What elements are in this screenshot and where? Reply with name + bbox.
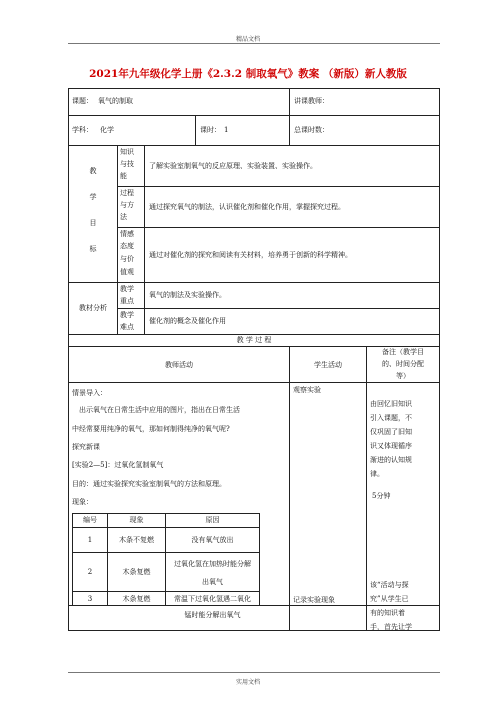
exp-no: 3 [87,595,93,603]
goal-label-line: 与技 [120,160,134,168]
exp-reason: 过氧化氢在加热时能分解 [174,560,251,568]
subject-value: 化学 [100,126,114,134]
exp-reason: 常温下过氧化氢遇二氧化 [174,595,251,603]
teacher-label: 讲课教师： [294,97,329,105]
hours-value: 1 [224,126,229,134]
teacher-text-line: 探究新课 [72,443,100,451]
notes-header-line: 的、时间分配 [382,360,424,368]
note-line: 由回忆旧知识 [370,400,412,408]
exp-header: 原因 [205,516,220,524]
difficulty-label-line: 教学 [120,311,134,319]
goal-label-line: 与方 [120,201,134,209]
goal-label-line: 能 [120,172,127,180]
student-activity-header: 学生活动 [314,361,342,369]
goal-label-line: 知识 [120,148,134,156]
exp-phenomenon: 木条不复燃 [119,536,154,544]
header-rule [68,43,440,44]
goal-label-line: 与价 [120,255,134,263]
process-heading: 教 学 过 程 [236,336,272,344]
subject-label: 学科： [72,126,93,134]
note-line: 究”从学生已 [370,595,409,603]
exp-phenomenon: 木条复燃 [122,568,151,576]
note-line: 手，首先让学 [370,623,412,631]
goal-label-line: 法 [120,213,127,221]
total-hours-label: 总课时数： [294,126,329,134]
student-record: 记录实验现象 [293,596,335,604]
goal-label-line: 值观 [120,268,134,276]
exp-reason: 出氧气 [202,578,223,586]
teacher-activity-cell-ext [68,605,290,631]
goal-label-line: 态度 [120,242,134,250]
page-header: 精品文档 [235,36,260,43]
notes-header-line: 等） [396,372,410,380]
exp-header: 现象 [129,516,144,524]
key-text: 氧气的制法及实验操作。 [149,291,226,299]
goals-heading-char: 学 [89,193,97,201]
note-line: 识又体现循序 [370,442,412,450]
exp-reason: 锰时能分解出氧气 [184,611,241,619]
student-activity-cell-ext [289,605,367,631]
exp-phenomenon: 木条复燃 [122,595,151,603]
topic-label: 课题： [72,97,93,105]
document-title: 2021年九年级化学上册《2.3.2 制取氧气》教案 （新版）新人教版 [89,68,407,80]
teacher-text-line: [实验2—5]：过氧化氢制氧气 [72,461,164,469]
footer-rule [68,672,440,673]
goal-text: 通过探究氧气的制法，认识催化剂和催化作用，掌握探究过程。 [149,203,345,211]
notes-header-line: 备注（教学目 [382,348,424,356]
hours-label: 课时： [200,126,221,134]
note-time: 5分钟 [372,492,391,500]
goals-heading-char: 标 [89,245,97,253]
goal-label-line: 过程 [120,189,134,197]
note-line: 引入课题，不 [370,414,412,422]
material-heading: 教材分析 [79,304,107,312]
teacher-text-line: 现象： [72,498,93,506]
exp-header: 编号 [83,516,97,524]
student-activity-cell [289,382,367,606]
note-line: 仅巩固了旧知 [370,428,412,436]
exp-no: 1 [87,536,93,544]
key-label-line: 重点 [120,297,134,305]
notes-cell-ext [366,605,440,631]
teacher-text-line: 中经常要用纯净的氧气，那如何制得纯净的氧气呢? [72,425,230,433]
note-line: 渐进的认知规 [370,456,412,464]
teacher-text-line: 目的：通过实验探究实验室制氧气的方法和原理。 [72,480,226,488]
note-line: 该“活动与探 [370,581,409,589]
teacher-text-line: 出示氧气在日常生活中应用的图片，指出在日常生活 [72,406,240,414]
goal-text: 了解实验室制氧气的反应原理、实验装置、实验操作。 [149,162,317,170]
exp-no: 2 [87,568,93,576]
topic-value: 氧气的制取 [98,97,133,105]
note-line: 律。 [370,470,384,478]
goals-heading-char: 教 [89,167,97,175]
teacher-text-line: 情景导入： [72,389,107,397]
page-footer: 实用文档 [235,679,260,686]
goal-label-line: 情感 [120,230,134,238]
difficulty-text: 催化剂的概念及催化作用 [149,317,226,325]
goals-heading-char: 目 [89,219,97,227]
exp-reason: 没有氧气放出 [191,536,234,544]
teacher-activity-header: 教师活动 [165,361,193,369]
goal-text: 通过对催化剂的探究和阅读有关材料，培养勇于创新的科学精神。 [149,251,352,259]
key-label-line: 教学 [120,285,134,293]
student-observe: 观察实验 [293,386,321,394]
difficulty-label-line: 难点 [120,323,134,331]
note-line: 有的知识着 [370,609,405,617]
